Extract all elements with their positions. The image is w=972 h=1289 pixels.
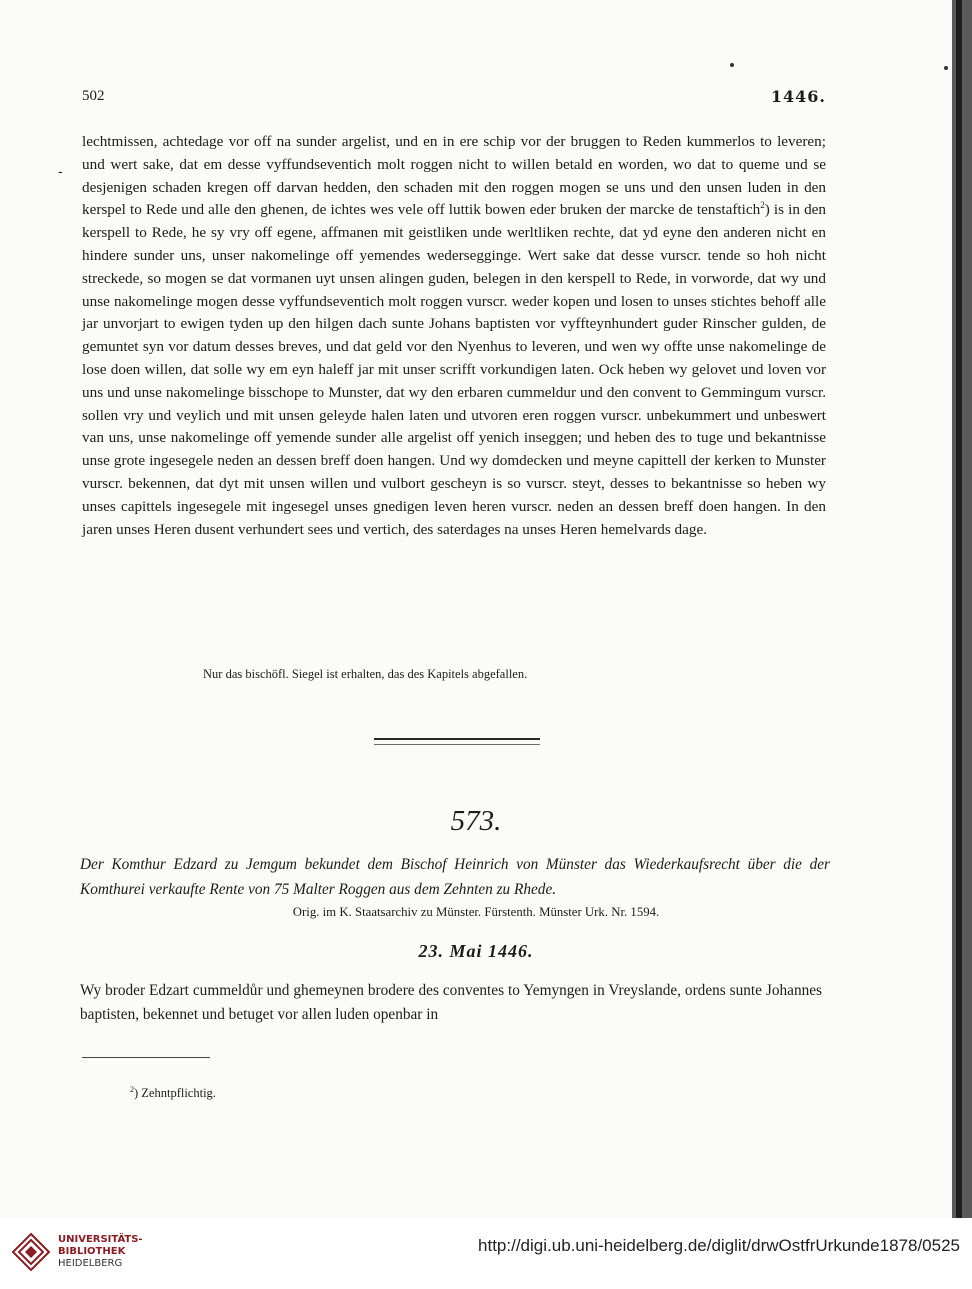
footnote-reference: 2: [760, 200, 765, 211]
scan-edge-shadow: [952, 0, 972, 1218]
section-separator: [374, 738, 540, 745]
library-name: UNIVERSITÄTS- BIBLIOTHEK HEIDELBERG: [58, 1234, 143, 1269]
source-url-link[interactable]: http://digi.ub.uni-heidelberg.de/diglit/drwOstfrUrkunde1878/0525: [478, 1236, 960, 1255]
regest-summary: Der Komthur Edzard zu Jemgum bekundet dem Bischof Heinrich von Münster das Wiederkaufsrecht über die der Komthurei verkaufte Rente von 75 Malter Roggen aus dem Zehnten zu Rhede.: [80, 856, 830, 898]
footnote: $^2$) Zehntpflichtig.: [130, 1085, 216, 1101]
running-header: [82, 88, 826, 112]
footer-bar: [0, 1218, 972, 1289]
footnote-rule: [82, 1057, 210, 1058]
seal-note: Nur das bischöfl. Siegel ist erhalten, das des Kapitels abgefallen.: [203, 667, 528, 681]
library-logo-icon: [10, 1231, 52, 1273]
margin-mark: -: [58, 164, 63, 180]
scan-speck: [730, 63, 734, 67]
document-date: 23. Mai 1446.: [418, 941, 534, 961]
document-number: 573.: [450, 805, 502, 837]
charter-text: Wy broder Edzart cummeldůr und ghemeynen brodere des conventes to Yemyngen in Vreyslande, ordens sunte Johannes baptisten, bekennet und betuget vor allen luden openbar in: [80, 982, 822, 1023]
charter-continuation-text: lechtmissen, achtedage vor off na sunder argelist, und en in ere schip vor der bruggen to Reden kummerlos to leveren; und wert sake, dat em desse vyffundseventich molt roggen nicht to willen betald en worden, wo dat to queme und se desjenigen schaden kregen off darvan hedden, den schaden mit den roggen mogen se uns und den unsen luden in den kerspel to Rede und alle den ghenen, de ichtes wes vele off luttik bowen eder bruken der marcke de tenstaftich$^2$) is in den kerspell to Rede, he sy vry off egene, affmanen mit geistliken unde werltliken rechte, dat yd eyne den anderen nicht en hindere sunder uns, unser nakomelinge off yemendes wedersegginge. Wert sake dat desse vurscr. tende so hoh nicht streckede, so mogen se dat vormanen uyt unsen alingen guden, belegen in den kerspell to Rede, in vorworde, dat wy und unse nakomelinge mogen desse vyffundseventich molt roggen vurscr. weder kopen und losen to unses stichtes behoff alle jar unvorjart to ewigen tyden up den hilgen dach sunte Johans baptisten vor vyffteynhundert guder Rinscher gulden, de gemuntet syn vor datum desses breves, und dat geld vor den Nyenhus to leveren, und wen wy offte unse nakomelinge de lose doen willen, dat solle wy em eyn haleff jar mit unser scrifft vorkundigen laten. Ock heben wy gelovet und loven vor uns und unse nakomelinge bisschope to Munster, dat wy den erbaren cummeldur und den convent to Gemmingum vurscr. sollen vry und veylich und mit unsen geleyde halen laten und utvoren eren roggen vurscr. unbekummert und unbeswert van uns, unse nakomelinge off yemende sunder alle argelist off yenich inseggen; und heben des to tuge und bekantnisse unse grote ingesegele neden an dessen breff doen hangen. Und wy domdecken und meyne capittell der kerken to Munster vurscr. bekennen, dat dyt mit unsen willen und vulbort gescheyn is so vurscr. steyt, desses to bekantnisse so heben wy unses capittels ingesegele mit ingesegel unses gnedigen leven heren vurscr. neden an dessen breff doen hangen. In den jaren unses Heren dusent verhundert sees und vertich, des saterdages na unses Heren hemelvards dage.: [82, 133, 826, 538]
scan-speck: [944, 66, 948, 70]
source-citation: Orig. im K. Staatsarchiv zu Münster. Fürstenth. Münster Urk. Nr. 1594.: [292, 905, 660, 919]
running-year: 1446.: [770, 87, 826, 106]
page-number: 502: [82, 88, 105, 104]
